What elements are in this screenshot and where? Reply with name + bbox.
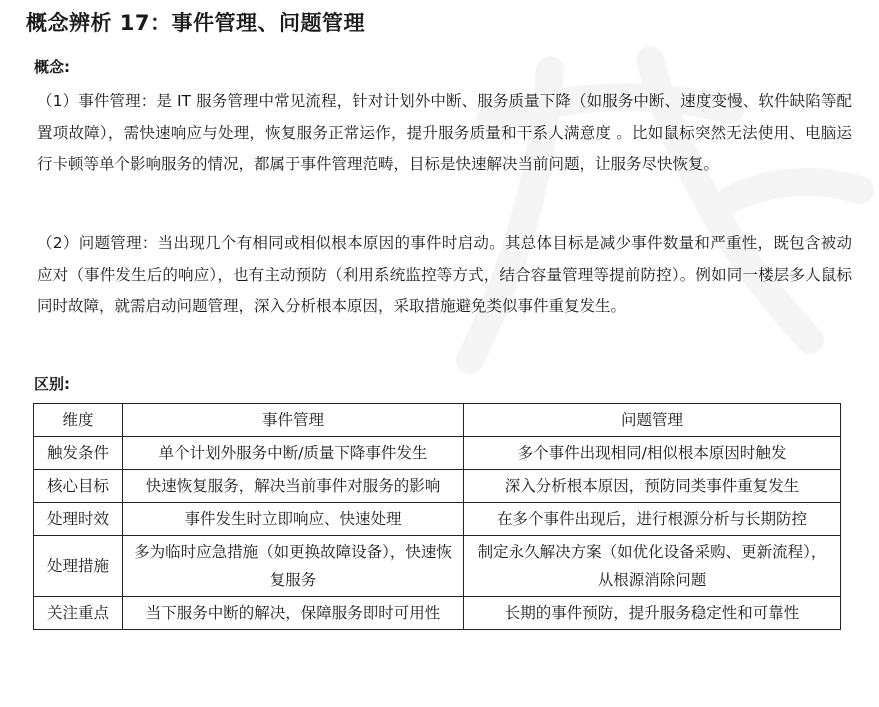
header-incident-management: 事件管理 xyxy=(123,404,464,437)
table-row xyxy=(34,503,841,536)
difference-label: 区别: xyxy=(34,375,70,393)
cell-incident: 事件发生时立即响应、快速处理 xyxy=(123,503,464,536)
table-row xyxy=(34,536,841,597)
cell-problem: 制定永久解决方案（如优化设备采购、更新流程），从根源消除问题 xyxy=(464,536,841,597)
cell-problem: 多个事件出现相同/相似根本原因时触发 xyxy=(464,437,841,470)
cell-problem: 深入分析根本原因，预防同类事件重复发生 xyxy=(464,470,841,503)
header-problem-management: 问题管理 xyxy=(464,404,841,437)
page-title: 概念辨析 17：事件管理、问题管理 xyxy=(26,11,366,35)
cell-dimension: 处理措施 xyxy=(34,536,123,597)
paragraph-incident: （1）事件管理：是 IT 服务管理中常见流程，针对计划外中断、服务质量下降（如服务中断、速度变慢、软件缺陷等配置项故障），需快速响应与处理，恢复服务正常运作，提升服务质量和干系人满意度 。比如鼠标突然无法使用、电脑运行卡顿等单个影响服务的情况，都属于事件管理范畴，目标是快速解决当前问题，让服务尽快恢复。 xyxy=(37,92,852,173)
cell-problem: 在多个事件出现后，进行根源分析与长期防控 xyxy=(464,503,841,536)
cell-incident: 快速恢复服务，解决当前事件对服务的影响 xyxy=(123,470,464,503)
cell-incident: 单个计划外服务中断/质量下降事件发生 xyxy=(123,437,464,470)
cell-incident: 当下服务中断的解决，保障服务即时可用性 xyxy=(123,597,464,630)
paragraph-problem: （2）问题管理：当出现几个有相同或相似根本原因的事件时启动。其总体目标是减少事件数量和严重性，既包含被动应对（事件发生后的响应），也有主动预防（利用系统监控等方式，结合容量管理等提前防控）。例如同一楼层多人鼠标同时故障，就需启动问题管理，深入分析根本原因，采取措施避免类似事件重复发生。 xyxy=(37,234,852,315)
cell-dimension: 处理时效 xyxy=(34,503,123,536)
cell-dimension: 核心目标 xyxy=(34,470,123,503)
table-row xyxy=(34,470,841,503)
cell-dimension: 关注重点 xyxy=(34,597,123,630)
concept-label: 概念: xyxy=(34,58,70,76)
comparison-table xyxy=(33,403,841,630)
table-row xyxy=(34,437,841,470)
header-dimension: 维度 xyxy=(34,404,123,437)
table-row xyxy=(34,597,841,630)
cell-incident: 多为临时应急措施（如更换故障设备），快速恢复服务 xyxy=(123,536,464,597)
cell-problem: 长期的事件预防，提升服务稳定性和可靠性 xyxy=(464,597,841,630)
cell-dimension: 触发条件 xyxy=(34,437,123,470)
table-header-row xyxy=(34,404,841,437)
